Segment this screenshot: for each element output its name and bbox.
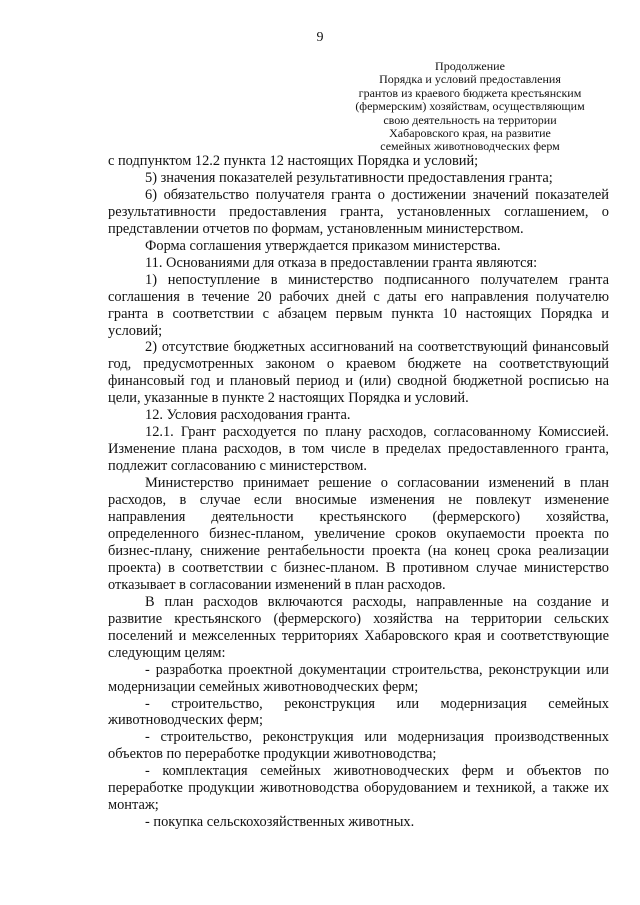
paragraph: 11. Основаниями для отказа в предоставлении гранта являются: [145,254,538,271]
list-item: - разработка проектной документации строительства, реконструкции или модернизации семейных животноводческих ферм; [108,661,609,695]
paragraph: 2) отсутствие бюджетных ассигнований на соответствующий финансовый год, предусмотренных законом о краевом бюджете на соответствующий финансовый год и плановый период и (или) сводной бюджетной росписью на цели, указанные в пункте 2 настоящих Порядка и условий. [108,339,609,407]
paragraph: 1) непоступление в министерство подписанного получателем гранта соглашения в течение 20 рабочих дней с даты его направления получателю гранта в соответствии с абзацем первым пункта 10 настоящих Порядка и условий; [108,271,609,339]
page-number: 9 [316,30,324,45]
header-line: Порядка и условий предоставления [379,72,561,87]
list-item: - строительство, реконструкция или модернизация производственных объектов по переработке продукции животноводства; [108,729,609,763]
paragraph: 12.1. Грант расходуется по плану расходов, согласованному Комиссией. Изменение плана расходов, в том числе в пределах предоставленного гранта, подлежит согласованию с министерством. [108,424,609,475]
list-item: - строительство, реконструкция или модернизация семейных животноводческих ферм; [108,695,609,729]
header-line: грантов из краевого бюджета крестьянским [358,85,582,100]
header-line: семейных животноводческих ферм [380,139,560,154]
continuation-title: Продолжение [435,59,505,73]
continuation-header [330,60,610,154]
paragraph: Министерство принимает решение о согласовании изменений в план расходов, в случае если вносимые изменения не повлекут изменение направления деятельности крестьянского (фермерского) хозяйства, определенного бизнес-планом, увеличение сроков окупаемости проекта по бизнес-плану, снижение рентабельности проекта (на конец срока реализации проекта) в соответствии с бизнес-планом. В противном случае министерство отказывает в согласовании изменений в план расходов. [108,475,609,593]
paragraph: 5) значения показателей результативности предоставления гранта; [145,169,553,186]
list-item: - покупка сельскохозяйственных животных. [145,814,415,831]
paragraph: 6) обязательство получателя гранта о достижении значений показателей результативности предоставления гранта, установленных соглашением, о представлении отчетов по формам, установленным министерством. [108,186,609,237]
paragraph: В план расходов включаются расходы, направленные на создание и развитие крестьянского (фермерского) хозяйства на территории сельских поселений и межселенных территориях Хабаровского края и соответствующие следующим целям: [108,593,609,661]
header-line: свою деятельность на территории [383,112,557,127]
header-line: (фермерским) хозяйствам, осуществляющим [355,99,585,114]
header-line: Хабаровского края, на развитие [389,126,551,141]
list-item: - комплектация семейных животноводческих ферм и объектов по переработке продукции животноводства оборудованием и техникой, а также их монтаж; [108,763,609,814]
paragraph: Форма соглашения утверждается приказом министерства. [145,237,501,254]
paragraph: с подпунктом 12.2 пункта 12 настоящих Порядка и условий; [108,153,479,169]
paragraph: 12. Условия расходования гранта. [145,407,351,424]
document-body [108,153,609,831]
